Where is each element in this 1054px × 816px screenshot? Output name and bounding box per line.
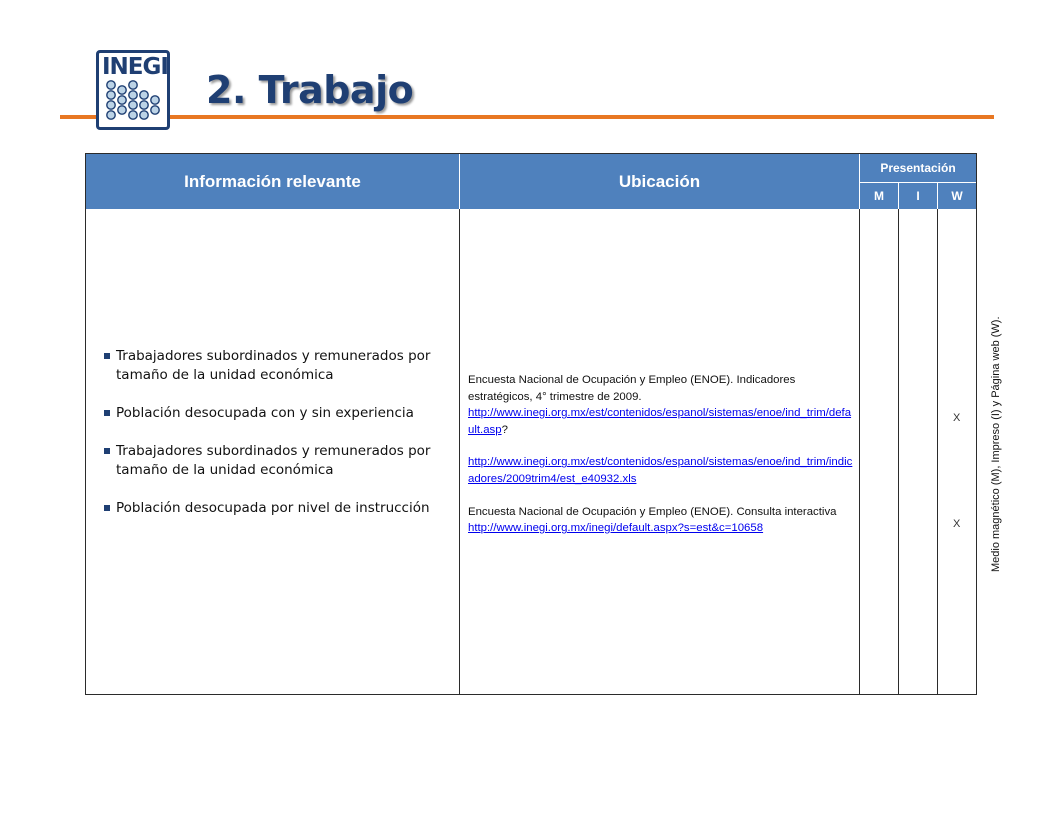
presentation-legend-text: Medio magnético (M), Impreso (I) y Página web (W).: [990, 316, 1002, 572]
column-divider: [937, 209, 938, 694]
logo-text: INEGI: [102, 54, 168, 80]
logo-frame: [96, 50, 170, 130]
bullet-icon: [104, 505, 110, 511]
web-mark: X: [953, 412, 961, 424]
list-item-text: Trabajadores subordinados y remunerados por tamaño de la unidad económica: [116, 443, 431, 478]
info-list: [102, 347, 452, 537]
info-table: [85, 153, 977, 695]
list-item: [102, 347, 452, 385]
link-consulta-interactiva[interactable]: http://www.inegi.org.mx/inegi/default.aspx?s=est&c=10658: [468, 522, 764, 535]
column-divider: [859, 209, 860, 694]
web-mark: X: [953, 518, 961, 530]
source-text: Encuesta Nacional de Ocupación y Empleo (ENOE). Consulta interactiva: [468, 505, 837, 518]
abacus-icon: [105, 79, 161, 123]
column-divider: [459, 209, 460, 694]
header-i: I: [899, 183, 938, 209]
list-item-text: Población desocupada por nivel de instrucción: [116, 500, 430, 516]
link-enoe-xls[interactable]: http://www.inegi.org.mx/est/contenidos/espanol/sistemas/enoe/ind_trim/indicadores/2009trim4/est_e40932.xls: [468, 456, 853, 485]
link-line: [468, 405, 856, 438]
bullet-icon: [104, 353, 110, 359]
column-divider: [898, 209, 899, 694]
header-m: M: [860, 183, 899, 209]
ubicacion-cell: [468, 372, 856, 537]
inegi-logo: [96, 50, 170, 130]
header-w: W: [938, 183, 976, 209]
list-item-text: Trabajadores subordinados y remunerados por tamaño de la unidad económica: [116, 348, 431, 383]
spacer: [468, 488, 856, 504]
list-item-text: Población desocupada con y sin experiencia: [116, 405, 414, 421]
header-informacion-relevante: Información relevante: [86, 154, 460, 209]
link-line: [468, 520, 856, 537]
bullet-icon: [104, 410, 110, 416]
header-rule: [60, 115, 994, 119]
bullet-icon: [104, 448, 110, 454]
link-enoe-default[interactable]: http://www.inegi.org.mx/est/contenidos/espanol/sistemas/enoe/ind_trim/default.asp: [468, 407, 852, 436]
header-ubicacion: Ubicación: [460, 154, 860, 209]
list-item: [102, 404, 452, 423]
link-suffix: ?: [501, 423, 508, 436]
page-title: 2. Trabajo: [206, 68, 414, 112]
source-text: Encuesta Nacional de Ocupación y Empleo (ENOE). Indicadores estratégicos, 4° trimestre de 2009.: [468, 374, 796, 403]
list-item: [102, 499, 452, 518]
list-item: [102, 442, 452, 480]
header-presentacion: Presentación: [860, 154, 976, 183]
presentation-legend: [990, 262, 1004, 572]
spacer: [468, 438, 856, 454]
link-line: [468, 454, 856, 487]
